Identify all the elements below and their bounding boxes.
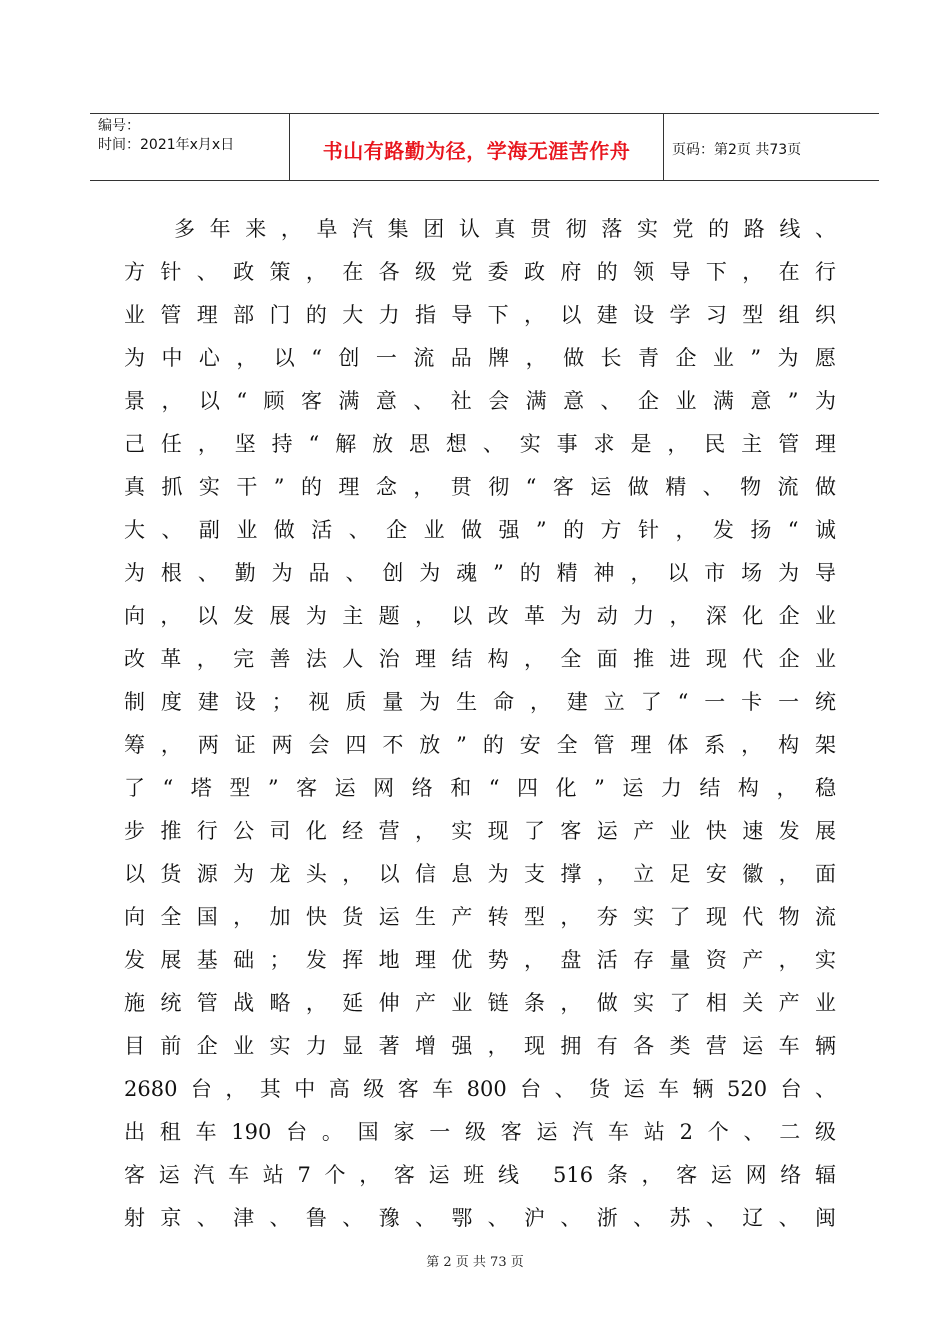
document-date-label: 时间：2021年x月x日 — [98, 137, 235, 153]
paragraph-line: 为中心，以“创一流品牌，做长青企业”为愿 — [124, 346, 836, 370]
document-body — [124, 208, 836, 1240]
paragraph-line: 真抓实干”的理念，贯彻“客运做精、物流做 — [124, 475, 836, 499]
paragraph-line: 大、副业做活、企业做强”的方针，发扬“诚 — [124, 518, 836, 542]
paragraph-line: 2680台，其中高级客车800台、货运车辆520台、 — [124, 1077, 836, 1101]
paragraph-line: 以货源为龙头，以信息为支撑，立足安徽，面 — [124, 862, 836, 886]
paragraph-line: 业管理部门的大力指导下，以建设学习型组织 — [124, 303, 836, 327]
header-page-number: 页码：第2页 共73页 — [672, 142, 802, 158]
paragraph-line: 发展基础；发挥地理优势，盘活存量资产，实 — [124, 948, 836, 972]
paragraph-line: 方针、政策，在各级党委政府的领导下，在行 — [124, 260, 836, 284]
paragraph-line: 向，以发展为主题，以改革为动力，深化企业 — [124, 604, 836, 628]
paragraph-line: 出租车190台。国家一级客运汽车站2个、二级 — [124, 1120, 836, 1144]
paragraph-line: 为根、勤为品、创为魂”的精神，以市场为导 — [124, 561, 836, 585]
paragraph-line: 向全国，加快货运生产转型，夯实了现代物流 — [124, 905, 836, 929]
page-header — [90, 113, 879, 181]
paragraph-line: 目前企业实力显著增强，现拥有各类营运车辆 — [124, 1034, 836, 1058]
paragraph-line: 制度建设；视质量为生命，建立了“一卡一统 — [124, 690, 836, 714]
paragraph-line: 筹，两证两会四不放”的安全管理体系，构架 — [124, 733, 836, 757]
paragraph-line: 射京、津、鲁、豫、鄂、沪、浙、苏、辽、闽 — [124, 1206, 836, 1230]
paragraph-line: 施统管战略，延伸产业链条，做实了相关产业 — [124, 991, 836, 1015]
paragraph-line: 改革，完善法人治理结构，全面推进现代企业 — [124, 647, 836, 671]
header-motto: 书山有路勤为径，学海无涯苦作舟 — [290, 114, 664, 180]
paragraph-line: 景，以“顾客满意、社会满意、企业满意”为 — [124, 389, 836, 413]
paragraph-line: 客运汽车站7个，客运班线 516条，客运网络辐 — [124, 1163, 836, 1187]
paragraph-line: 己任，坚持“解放思想、实事求是，民主管理 — [124, 432, 836, 456]
document-number-label: 编号： — [98, 118, 140, 134]
header-meta-cell — [90, 114, 290, 180]
paragraph-line: 步推行公司化经营，实现了客运产业快速发展 — [124, 819, 836, 843]
paragraph-line: 多年来，阜汽集团认真贯彻落实党的路线、 — [174, 217, 836, 241]
page-footer: 第 2 页 共 73 页 — [426, 1255, 524, 1270]
paragraph-line: 了“塔型”客运网络和“四化”运力结构，稳 — [124, 776, 836, 800]
